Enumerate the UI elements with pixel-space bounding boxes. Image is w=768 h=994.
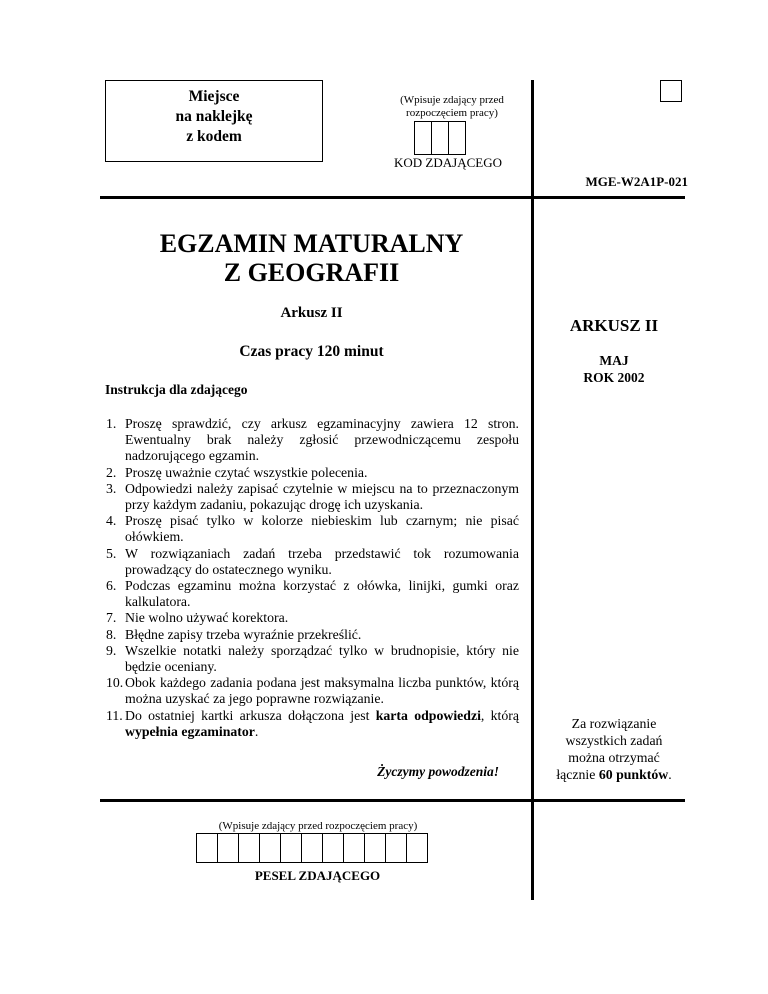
- sticker-line-1: Miejsce: [188, 88, 240, 105]
- pesel-note: (Wpisuje zdający przed rozpoczęciem pracy): [218, 820, 418, 832]
- pesel-cell[interactable]: [385, 833, 407, 863]
- pesel-cell[interactable]: [196, 833, 218, 863]
- kod-cell[interactable]: [414, 121, 432, 155]
- sticker-box: [105, 80, 323, 162]
- subtitle: Arkusz II: [280, 305, 343, 321]
- points-line-2: wszystkich zadań: [565, 733, 663, 748]
- instruction-text: Proszę sprawdzić, czy arkusz egzaminacyjny zawiera 12 stron. Ewentualny brak należy zgłosić przewodniczącemu zespołu nadzorującego egzamin.: [125, 416, 519, 464]
- good-luck-message: Życzymy powodzenia!: [377, 764, 499, 779]
- right-month: MAJ: [599, 353, 629, 368]
- points-suffix: .: [668, 767, 672, 782]
- pesel-cell[interactable]: [406, 833, 428, 863]
- instruction-text: Podczas egzaminu można korzystać z ołówka, linijki, gumki oraz kalkulatora.: [125, 578, 519, 610]
- instruction11-part3: .: [254, 723, 259, 739]
- kod-note-line-2: rozpoczęciem pracy): [406, 107, 498, 119]
- pesel-cell[interactable]: [301, 833, 323, 863]
- title-line-1: EGZAMIN MATURALNY: [159, 229, 464, 258]
- corner-checkbox[interactable]: [660, 80, 682, 102]
- pesel-label: PESEL ZDAJĄCEGO: [254, 868, 381, 883]
- top-divider: [100, 196, 685, 199]
- instruction-item: [106, 546, 519, 578]
- instructions-heading: Instrukcja dla zdającego: [105, 382, 248, 397]
- instruction-text: Nie wolno używać korektora.: [125, 610, 289, 626]
- instruction-text: Wszelkie notatki należy sporządzać tylko w brudnopisie, który nie będzie oceniany.: [125, 642, 519, 675]
- instruction-item: [106, 416, 519, 465]
- pesel-cell[interactable]: [322, 833, 344, 863]
- points-bold: 60 punktów: [598, 767, 669, 782]
- instruction-number: 9.: [106, 642, 117, 658]
- instruction-text: W rozwiązaniach zadań trzeba przedstawić tok rozumowania prowadzący do ostatecznego wyniku.: [125, 545, 519, 577]
- pesel-input-cells[interactable]: [196, 833, 428, 863]
- instruction-number: 5.: [106, 545, 117, 561]
- pesel-cell[interactable]: [217, 833, 239, 863]
- kod-note: [378, 94, 526, 120]
- instruction-number: 3.: [106, 480, 117, 496]
- instruction-item: [106, 610, 519, 626]
- instruction11-bold2: wypełnia egzaminator: [125, 723, 255, 739]
- exam-code: MGE-W2A1P-021: [585, 174, 688, 189]
- instruction-text: Proszę pisać tylko w kolorze niebieskim lub czarnym; nie pisać ołówkiem.: [125, 513, 519, 545]
- instruction-item: [106, 675, 519, 707]
- instruction-item: [106, 465, 519, 481]
- bottom-divider: [100, 799, 685, 802]
- pesel-cell[interactable]: [259, 833, 281, 863]
- kod-cell[interactable]: [431, 121, 449, 155]
- instructions-list: [106, 416, 519, 740]
- right-date: [540, 352, 688, 386]
- instruction-text: Proszę uważnie czytać wszystkie polecenia.: [125, 464, 368, 480]
- instruction-number: 4.: [106, 513, 117, 529]
- pesel-cell[interactable]: [280, 833, 302, 863]
- instruction-text: [125, 708, 519, 740]
- kod-input-cells[interactable]: [414, 121, 466, 155]
- instruction-text: Błędne zapisy trzeba wyraźnie przekreślić.: [125, 626, 362, 642]
- instruction-item: [106, 627, 519, 643]
- points-line-1: Za rozwiązanie: [571, 716, 657, 731]
- vertical-divider: [531, 80, 534, 900]
- instruction-number: 2.: [106, 464, 117, 480]
- instruction-item: [106, 481, 519, 513]
- pesel-cell[interactable]: [364, 833, 386, 863]
- instruction-item: [106, 643, 519, 675]
- instruction-text: Obok każdego zadania podana jest maksymalna liczba punktów, którą można uzyskać za jego poprawne rozwiązanie.: [125, 675, 519, 707]
- instruction11-part2: , którą: [480, 707, 519, 723]
- kod-note-line-1: (Wpisuje zdający przed: [400, 94, 504, 106]
- instruction-number: 8.: [106, 626, 117, 642]
- right-arkusz: ARKUSZ II: [569, 316, 659, 335]
- instruction-item: [106, 578, 519, 610]
- pesel-cell[interactable]: [343, 833, 365, 863]
- page-title: [100, 229, 523, 287]
- instruction-item: [106, 708, 519, 740]
- pesel-cell[interactable]: [238, 833, 260, 863]
- instruction-number: 10.: [106, 675, 124, 691]
- right-year: ROK 2002: [583, 370, 645, 385]
- points-line-4: [536, 766, 692, 783]
- instruction-number: 6.: [106, 578, 117, 594]
- instruction11-part1: Do ostatniej kartki arkusza dołączona jest: [125, 707, 376, 723]
- instruction-number: 7.: [106, 610, 117, 626]
- points-line-3: można otrzymać: [568, 750, 660, 765]
- instruction11-bold1: karta odpowiedzi: [375, 707, 481, 723]
- points-info: [536, 715, 692, 783]
- sticker-line-3: z kodem: [186, 128, 242, 145]
- instruction-number: 11.: [106, 707, 123, 723]
- points-prefix: łącznie: [556, 767, 599, 782]
- title-line-2: Z GEOGRAFII: [223, 258, 400, 287]
- instruction-number: 1.: [106, 416, 117, 431]
- sticker-line-2: na naklejkę: [175, 108, 253, 125]
- instruction-text: Odpowiedzi należy zapisać czytelnie w miejscu na to przeznaczonym przy każdym zadaniu, pokazując drogę ich uzyskania.: [125, 480, 519, 513]
- kod-cell[interactable]: [448, 121, 466, 155]
- instruction-item: [106, 513, 519, 545]
- duration: Czas pracy 120 minut: [239, 343, 384, 360]
- kod-label: KOD ZDAJĄCEGO: [394, 155, 502, 170]
